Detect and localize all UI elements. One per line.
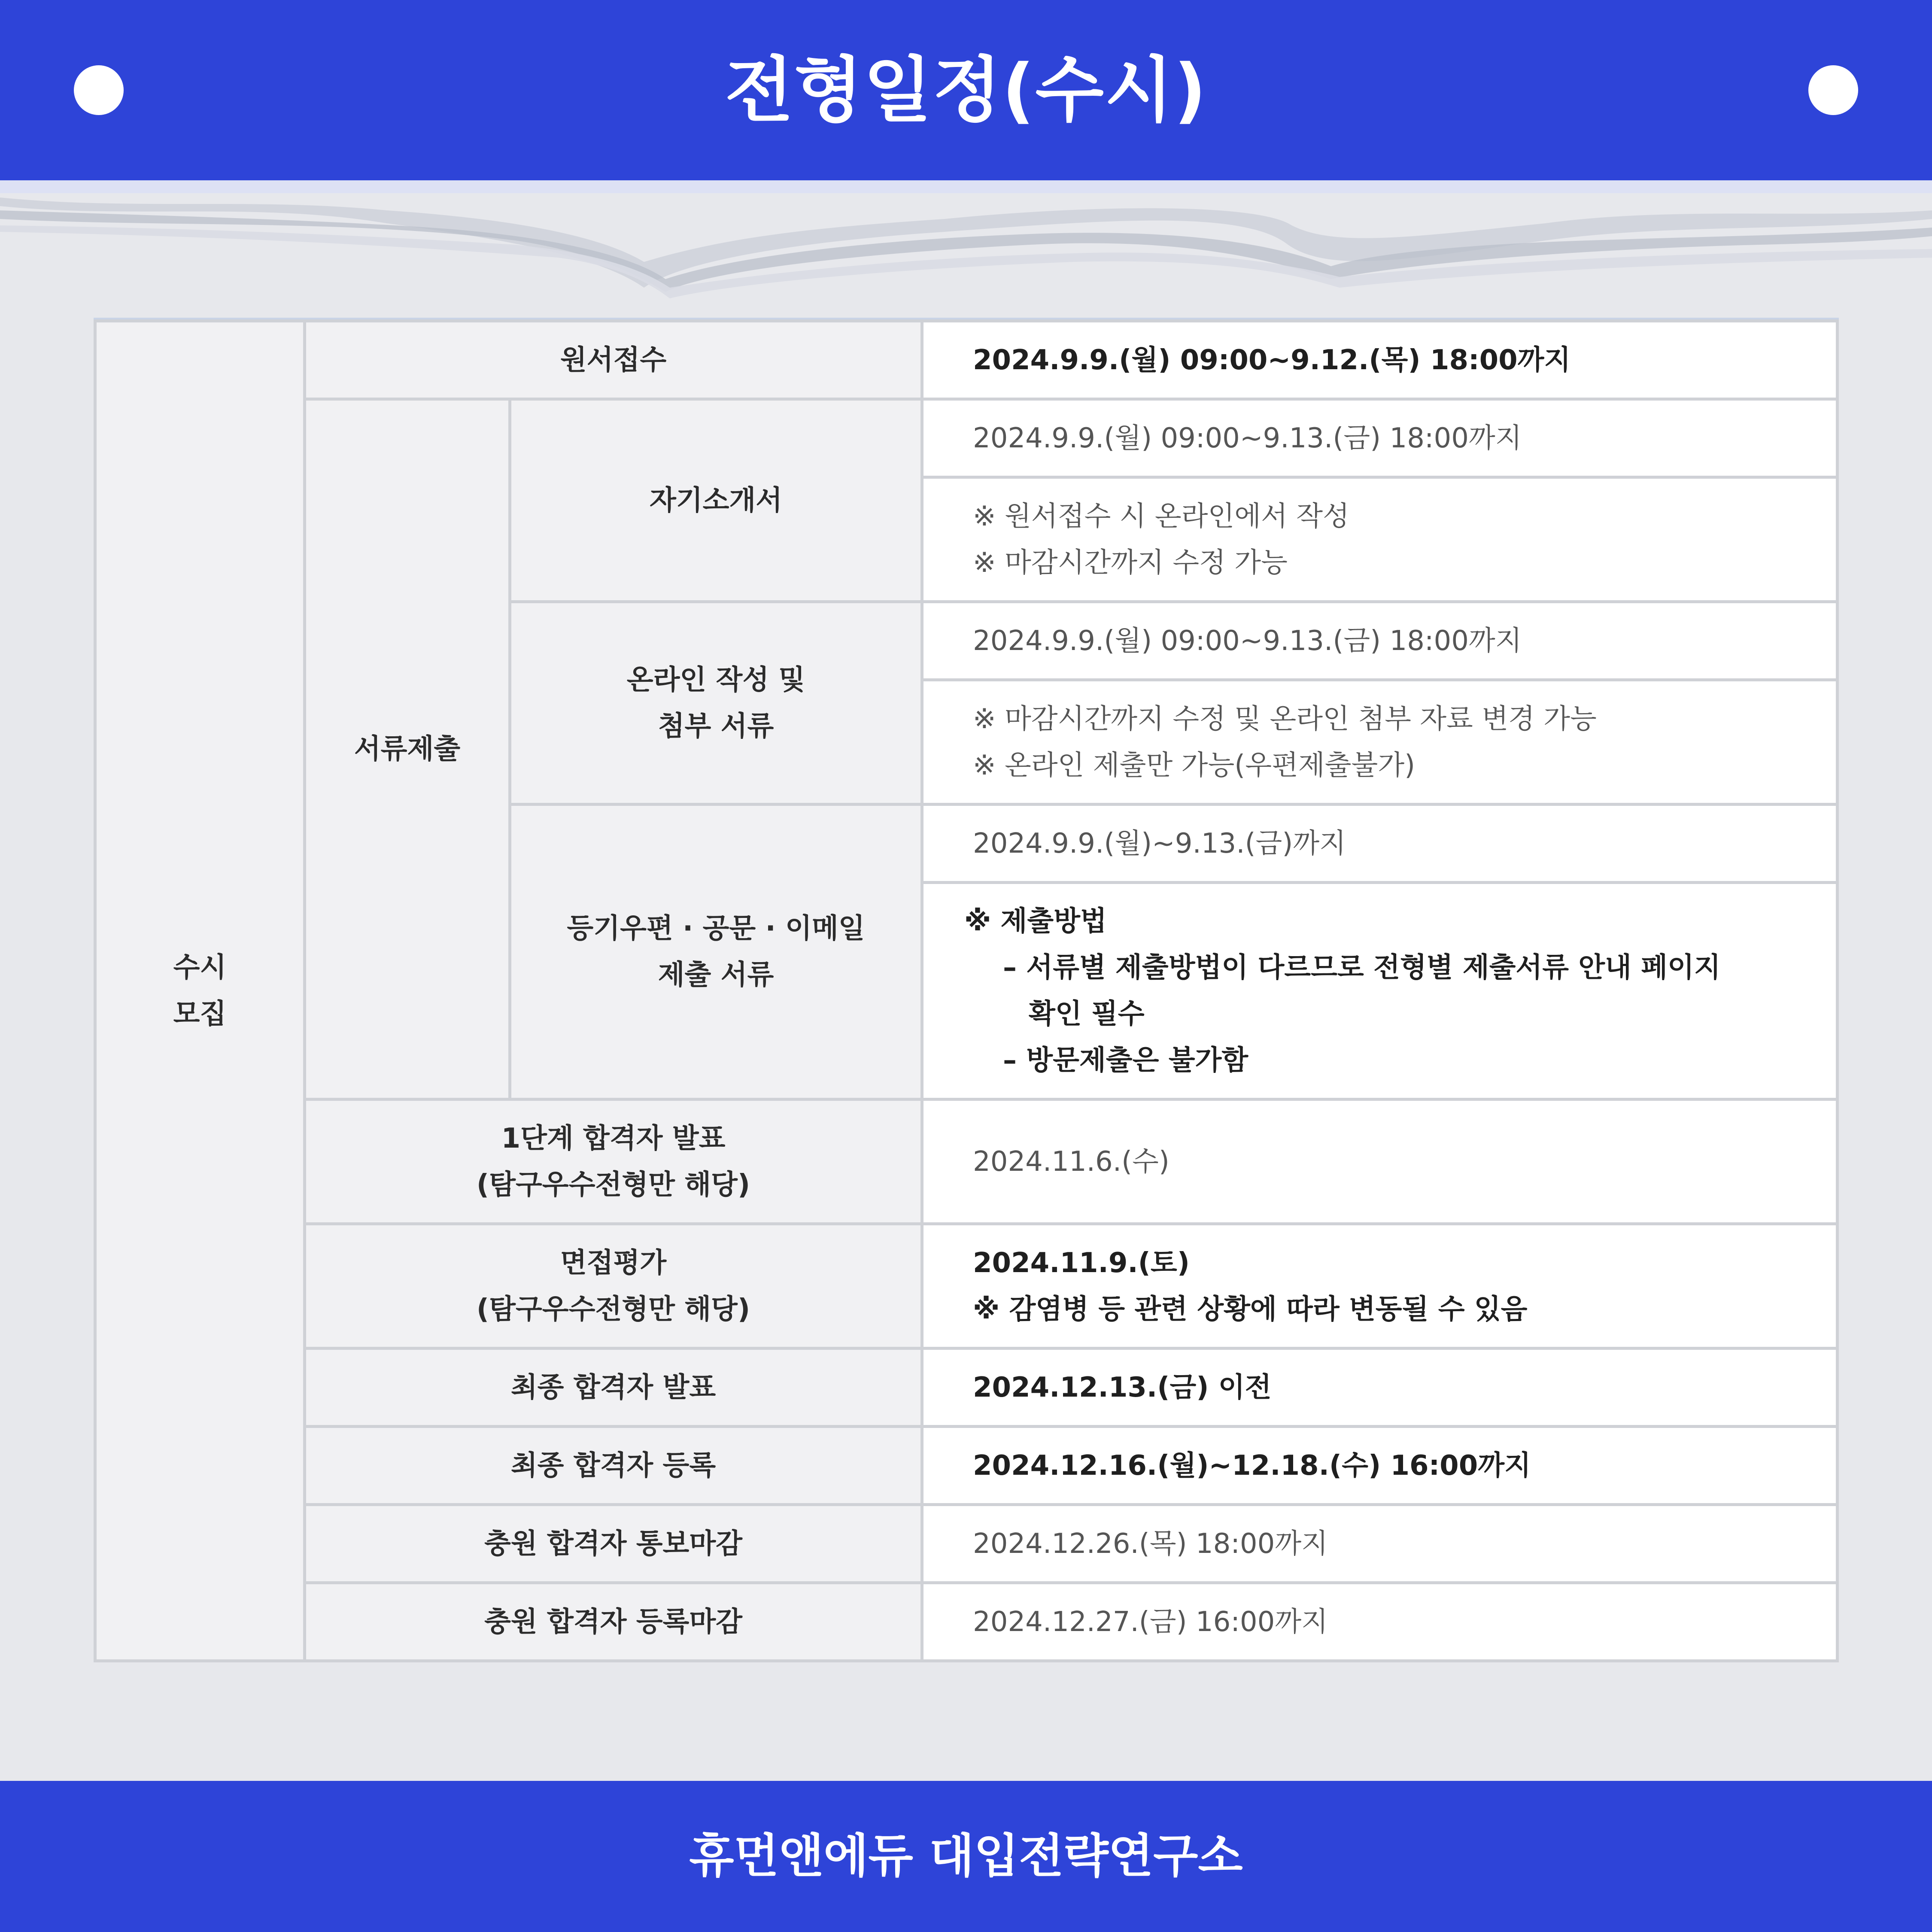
self-intro-note-1: ※ 원서접수 시 온라인에서 작성 [973,500,1349,532]
table-row [95,1349,1838,1427]
mail-docs-note-2: – 서류별 제출방법이 다르므로 전형별 제출서류 안내 페이지 [1003,952,1721,984]
interview-note: ※ 감염병 등 관련 상황에 따라 변동될 수 있음 [973,1293,1528,1325]
online-docs-note-2: ※ 온라인 제출만 가능(우편제출불가) [973,749,1416,781]
online-docs-notes [922,680,1838,805]
header-bar [0,0,1932,180]
self-intro-note-2: ※ 마감시간까지 수정 가능 [973,547,1288,579]
self-intro-notes [922,477,1838,602]
interview-value: 2024.11.9.(토) [973,1247,1190,1279]
interview-label: 면접평가 (탐구우수전형만 해당) [305,1224,922,1349]
mail-docs-date: 2024.9.9.(월)~9.13.(금)까지 [922,805,1838,883]
header-strip [0,180,1932,193]
final-register-value: 2024.12.16.(월)~12.18.(수) 16:00까지 [922,1427,1838,1505]
final-register-label: 최종 합격자 등록 [305,1427,922,1505]
footer-text: 휴먼앤에듀 대입전략연구소 [689,1829,1243,1883]
online-docs-label: 온라인 작성 및 첨부 서류 [510,602,922,805]
stage1-value: 2024.11.6.(수) [922,1100,1838,1224]
self-intro-label: 자기소개서 [510,399,922,602]
table-row [95,321,1838,399]
group-label-cell: 수시 모집 [95,321,305,1661]
online-docs-note-1: ※ 마감시간까지 수정 및 온라인 첨부 자료 변경 가능 [973,703,1597,735]
online-docs-date: 2024.9.9.(월) 09:00~9.13.(금) 18:00까지 [922,602,1838,680]
interview-value-cell [922,1224,1838,1349]
waitlist-register-label: 충원 합격자 등록마감 [305,1583,922,1661]
waitlist-notice-label: 충원 합격자 통보마감 [305,1505,922,1583]
final-announce-value: 2024.12.13.(금) 이전 [922,1349,1838,1427]
application-label: 원서접수 [305,321,922,399]
table-row [95,1427,1838,1505]
waitlist-notice-value: 2024.12.26.(목) 18:00까지 [922,1505,1838,1583]
waitlist-register-value: 2024.12.27.(금) 16:00까지 [922,1583,1838,1661]
footer-bar [0,1781,1932,1932]
final-announce-label: 최종 합격자 발표 [305,1349,922,1427]
mail-docs-label: 등기우편 · 공문 · 이메일 제출 서류 [510,805,922,1100]
circle-dot-right-icon [1808,65,1858,115]
mail-docs-notes [922,883,1838,1100]
table-row [95,1583,1838,1661]
page-title: 전형일정(수시) [725,49,1207,131]
mail-docs-note-4: – 방문제출은 불가함 [1003,1045,1249,1076]
table-row [95,399,1838,477]
torn-paper-decoration [0,193,1932,305]
schedule-table [94,318,1839,1657]
stage1-label: 1단계 합격자 발표 (탐구우수전형만 해당) [305,1100,922,1224]
table-row [95,1224,1838,1349]
self-intro-date: 2024.9.9.(월) 09:00~9.13.(금) 18:00까지 [922,399,1838,477]
table-row [95,1505,1838,1583]
mail-docs-note-1: ※ 제출방법 [964,905,1107,937]
mail-docs-note-3: 확인 필수 [1029,998,1145,1030]
table-row [95,1100,1838,1224]
application-value: 2024.9.9.(월) 09:00~9.12.(목) 18:00까지 [922,321,1838,399]
documents-label: 서류제출 [305,399,510,1100]
